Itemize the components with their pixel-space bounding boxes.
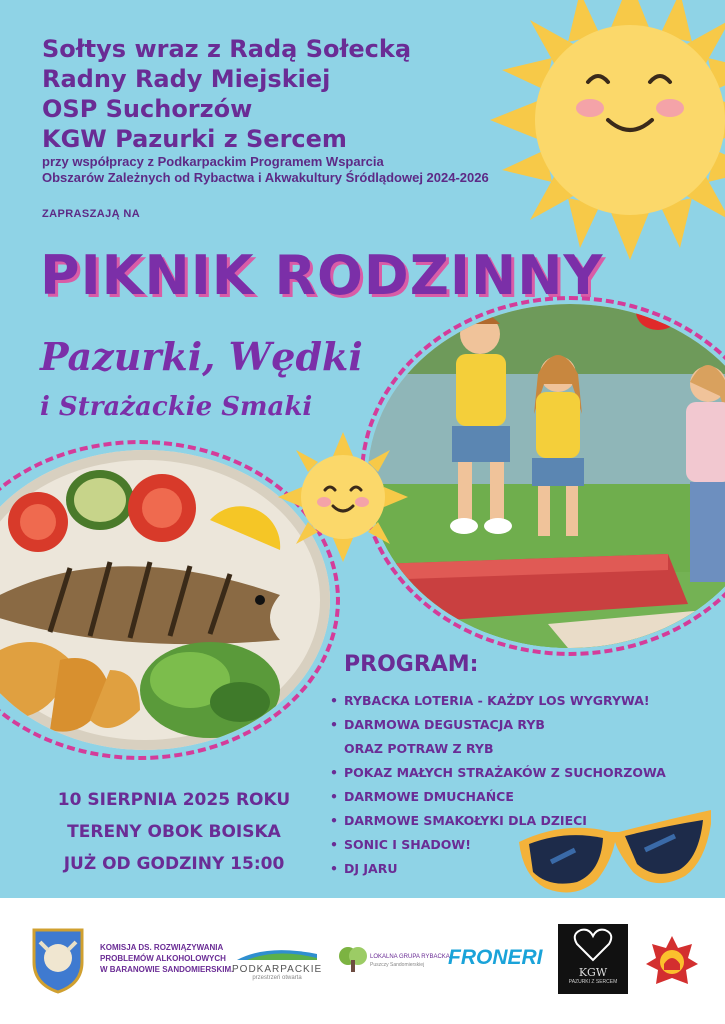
bullet: • <box>330 789 338 804</box>
bullet: • <box>330 813 338 828</box>
organizer-line: Radny Rady Miejskiej <box>42 65 331 93</box>
commission-line: W BARANOWIE SANDOMIERSKIM. <box>100 965 234 974</box>
podkarpackie-label: PODKARPACKIE <box>232 964 323 975</box>
program-item-text: ORAZ POTRAW Z RYB <box>344 741 494 756</box>
organizers-block <box>42 34 489 186</box>
tree-icon <box>338 944 368 974</box>
program-item <box>330 689 666 713</box>
sunglasses-icon <box>515 802 715 902</box>
kgw-logo <box>558 924 628 994</box>
lgr-logo <box>338 944 450 978</box>
program-item <box>330 761 666 785</box>
bullet: • <box>330 837 338 852</box>
event-subtitle: i Strażackie Smaki <box>40 392 313 422</box>
kgw-tagline: PAZURKI Z SERCEM <box>568 979 618 985</box>
bullet: • <box>330 765 338 780</box>
organizer-line: KGW Pazurki z Sercem <box>42 125 347 153</box>
event-details <box>44 784 304 880</box>
event-subtitle: Pazurki, Wędki <box>40 334 363 379</box>
program-item-text: DARMOWE SMAKOŁYKI DLA DZIECI <box>344 813 587 828</box>
heart-icon <box>573 928 613 962</box>
organizer-line: OSP Suchorzów <box>42 95 253 123</box>
commission-line: PROBLEMÓW ALKOHOLOWYCH <box>100 954 226 963</box>
podkarpackie-mountains-icon <box>237 944 317 960</box>
event-place: TERENY OBOK BOISKA <box>67 822 281 842</box>
froneri-logo: FRONERI <box>448 946 543 969</box>
program-item <box>330 713 666 737</box>
cooperation-line: przy współpracy z Podkarpackim Programem Wsparcia <box>42 154 384 169</box>
cooperation-line: Obszarów Zależnych od Rybactwa i Akwakultury Śródlądowej 2024-2026 <box>42 170 489 185</box>
invite-text: ZAPRASZAJĄ NA <box>42 208 141 220</box>
program-item-text: DARMOWE DMUCHAŃCE <box>344 789 514 804</box>
program-item-text: DJ JARU <box>344 861 398 876</box>
bullet: • <box>330 861 338 876</box>
program-item-text: RYBACKA LOTERIA - KAŻDY LOS WYGRYWA! <box>344 693 650 708</box>
bullet: • <box>330 693 338 708</box>
commission-line: KOMISJA DS. ROZWIĄZYWANIA <box>100 943 224 952</box>
event-time: JUŻ OD GODZINY 15:00 <box>63 854 285 874</box>
program-item-text: POKAZ MAŁYCH STRAŻAKÓW Z SUCHORZOWA <box>344 765 666 780</box>
program-item <box>330 737 666 761</box>
podkarpackie-tagline: przestrzeń otwarta <box>252 975 302 981</box>
program-title: PROGRAM: <box>344 652 479 677</box>
sponsors-footer <box>0 898 725 1024</box>
commission-text <box>100 942 233 975</box>
podkarpackie-logo <box>232 944 322 981</box>
organizer-line: Sołtys wraz z Radą Sołecką <box>42 35 412 63</box>
sun-icon <box>490 0 725 260</box>
program-item-text: SONIC I SHADOW! <box>344 837 471 852</box>
lgr-label: LOKALNA GRUPA RYBACKA <box>370 954 450 960</box>
event-date: 10 SIERPNIA 2025 ROKU <box>57 790 291 810</box>
kgw-label: KGW <box>578 966 608 979</box>
event-title: PIKNIK RODZINNY <box>40 244 604 307</box>
lgr-tagline: Puszczy Sandomierskiej <box>370 962 425 968</box>
program-item-text: DARMOWA DEGUSTACJA RYB <box>344 717 545 732</box>
bullet: • <box>330 717 338 732</box>
fire-brigade-icon <box>644 934 700 986</box>
coat-of-arms-logo <box>22 924 94 996</box>
sun-icon <box>278 432 408 562</box>
